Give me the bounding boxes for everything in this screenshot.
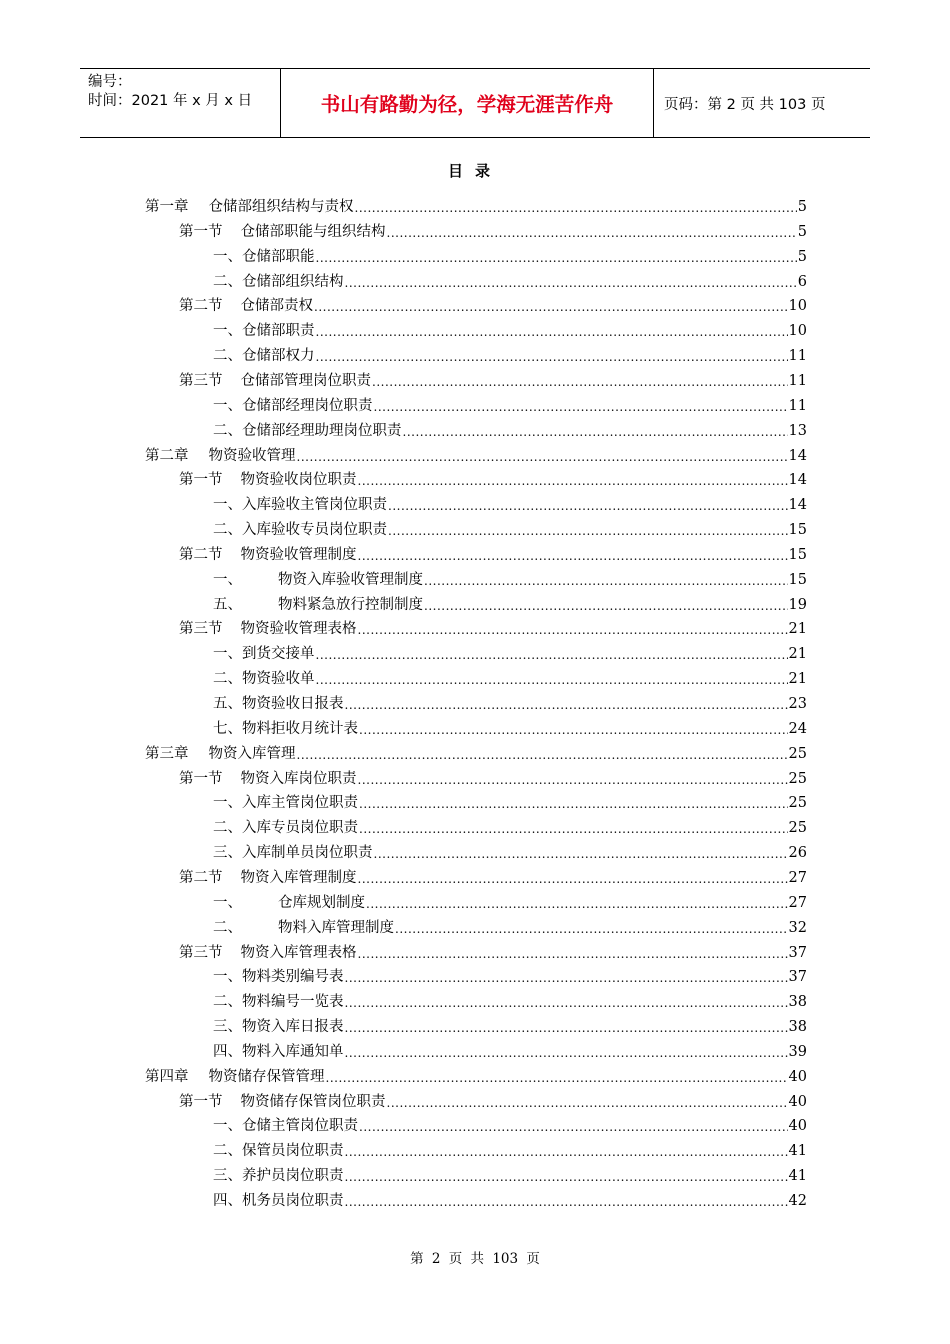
toc-dot-leader [359,1118,788,1136]
toc-entry-number: 一、 [213,397,242,414]
toc-entry-label [179,545,357,565]
toc-entry-page: 13 [788,422,807,439]
toc-entry-page: 42 [788,1193,807,1209]
toc-dot-leader [372,373,788,391]
toc-entry-title: 仓储部责权 [240,298,313,315]
toc-entry[interactable] [213,419,807,441]
toc-entry-label [179,943,357,963]
toc-dot-leader [316,249,797,267]
toc-entry-number: 三、 [213,845,242,862]
toc-entry-page: 10 [788,298,807,315]
toc-dot-leader [345,1143,788,1161]
toc-entry-label [213,793,358,813]
toc-entry-page: 25 [788,770,807,787]
toc-entry[interactable] [213,965,807,987]
toc-entry-number: 第二章 [145,447,189,464]
toc-entry[interactable] [179,767,807,789]
toc-entry-page: 25 [788,820,807,837]
toc-entry-number: 一、 [213,795,242,812]
toc-entry-title: 物料入库通知单 [242,1043,344,1060]
toc-entry-label [145,197,354,217]
toc-entry-page: 40 [788,1118,807,1135]
toc-entry-title: 入库制单员岗位职责 [242,845,373,862]
toc-entry-title: 物资储存保管岗位职责 [240,1093,386,1110]
toc-entry[interactable] [213,493,807,515]
toc-entry-label [213,520,387,540]
toc-entry-page: 40 [788,1093,807,1110]
toc-entry-title: 物料入库管理制度 [278,919,394,936]
toc-entry-label [213,1166,344,1186]
toc-dot-leader [345,1168,788,1186]
toc-entry-label [213,570,423,590]
toc-entry-label [213,495,387,515]
toc-entry-number: 第三节 [179,944,223,961]
toc-entry[interactable] [213,717,807,739]
header-meta [80,69,281,137]
toc-entry-page: 41 [788,1143,807,1160]
toc-entry-number: 第三章 [145,745,189,762]
toc-entry-number: 一、 [213,497,242,514]
toc-dot-leader [358,547,788,565]
toc-entry-page: 41 [788,1168,807,1185]
toc-entry-page: 19 [788,596,807,613]
toc-entry-title: 仓储部职能 [242,248,315,265]
toc-entry-title: 物资储存保管管理 [208,1068,325,1085]
toc-dot-leader [345,1044,788,1062]
toc-dot-leader [359,721,788,739]
toc-entry-number: 五、 [213,696,242,712]
toc-dot-leader [316,323,788,341]
toc-entry-number: 二、 [213,671,242,688]
toc-dot-leader [316,348,788,366]
toc-dot-leader [358,621,788,639]
toc-entry-number: 一、 [213,248,242,265]
page-header [80,68,870,138]
toc-entry[interactable] [179,617,807,639]
toc-entry-title: 到货交接单 [242,646,315,663]
toc-entry[interactable] [213,270,807,292]
toc-entry-number: 第一节 [179,223,223,240]
toc-entry-number: 二、 [213,273,242,290]
toc-dot-leader [395,920,788,938]
toc-entry-number: 第三节 [179,372,223,389]
toc-entry-number: 五、 [213,596,242,613]
toc-entry-title: 物料类别编号表 [242,969,344,986]
toc-entry-page: 15 [788,546,807,563]
toc-dot-leader [424,597,788,615]
toc-entry-title: 入库验收专员岗位职责 [242,522,387,539]
toc-entry-label [213,967,344,987]
toc-entry-page: 15 [788,571,807,588]
toc-entry-label [213,421,402,441]
toc-entry-label [213,1141,344,1161]
toc-entry-page: 5 [797,248,807,265]
toc-entry[interactable] [213,344,807,366]
toc-entry-page: 11 [788,348,807,365]
toc-entry[interactable] [213,791,807,813]
toc-dot-leader [297,448,788,466]
toc-entry-label [179,470,357,490]
toc-entry[interactable] [213,1139,807,1161]
toc-entry[interactable] [213,245,807,267]
toc-entry[interactable] [213,593,807,615]
toc-entry-number: 二、 [213,422,242,439]
toc-entry-page: 5 [797,199,807,215]
toc-entry-title: 仓库规划制度 [278,894,365,911]
toc-dot-leader [387,1094,788,1112]
toc-entry[interactable] [213,1015,807,1037]
toc-entry[interactable] [213,319,807,341]
toc-entry-page: 24 [788,720,807,737]
toc-dot-leader [424,572,788,590]
toc-entry-number: 二、 [213,994,242,1011]
toc-entry-number: 三、 [213,1168,242,1185]
toc-entry-label [213,247,315,267]
toc-entry-title: 仓储主管岗位职责 [242,1118,358,1135]
toc-entry-number: 四、 [213,1043,242,1060]
toc-entry-label [179,619,357,639]
toc-dot-leader [345,969,788,987]
toc-entry-page: 25 [788,795,807,812]
toc-entry-title: 入库验收主管岗位职责 [242,497,387,514]
toc-entry[interactable] [213,568,807,590]
toc-entry[interactable] [213,1164,807,1186]
toc-entry-title: 物资验收岗位职责 [240,472,357,489]
toc-entry[interactable] [179,543,807,565]
toc-entry-number: 第一节 [179,770,223,787]
toc-entry-title: 养护员岗位职责 [242,1168,344,1185]
toc-dot-leader [359,820,788,838]
toc-entry-title: 仓储部权力 [242,348,315,365]
toc-dot-leader [374,398,788,416]
toc-entry[interactable] [145,742,807,764]
toc-entry-page: 38 [788,994,807,1011]
toc-entry[interactable] [213,1189,807,1211]
toc-entry-page: 37 [788,944,807,961]
toc-entry-number: 第三节 [179,621,223,638]
toc-entry-title: 物资验收管理 [208,447,296,464]
toc-entry-label [213,595,423,615]
toc-entry-label [213,396,373,416]
toc-dot-leader [345,994,788,1012]
toc-entry-number: 一、 [213,969,242,986]
toc-entry-title: 物资入库管理 [208,745,296,762]
toc-dot-leader [358,870,788,888]
toc-entry-label [213,843,373,863]
toc-entry[interactable] [179,294,807,316]
toc-entry-page: 14 [788,497,807,514]
toc-entry[interactable] [179,369,807,391]
toc-entry-number: 七、 [213,720,242,737]
toc-entry-number: 一、 [213,1118,242,1135]
toc-entry-label [145,744,296,764]
toc-entry-number: 第二节 [179,869,223,886]
toc-entry-label [213,918,394,938]
toc-entry-title: 物资入库管理制度 [240,869,357,886]
toc-entry[interactable] [213,642,807,664]
toc-entry[interactable] [213,916,807,938]
doc-number-label: 编号： [88,74,132,90]
toc-entry[interactable] [213,841,807,863]
toc-entry[interactable] [213,1040,807,1062]
toc-entry-page: 23 [788,696,807,712]
toc-entry-title: 物资验收单 [242,671,315,688]
toc-entry-page: 14 [788,447,807,464]
toc-title: 目录 [447,162,502,180]
toc-entry-number: 一、 [213,646,242,663]
toc-entry-label [213,272,344,292]
toc-entry[interactable] [213,816,807,838]
toc-entry-label [179,769,357,789]
toc-entry-page: 14 [788,472,807,489]
toc-entry-number: 四、 [213,1193,242,1209]
toc-entry-label [213,1042,344,1062]
toc-entry-label [213,346,315,366]
toc-entry-title: 仓储部职责 [242,323,315,340]
toc-entry-label [179,296,313,316]
toc-entry-title: 物资验收管理表格 [240,621,357,638]
toc-entry-page: 10 [788,323,807,340]
toc-entry-number: 第一节 [179,472,223,489]
toc-entry-number: 二、 [213,348,242,365]
toc-entry-label [213,644,315,664]
toc-entry-title: 机务员岗位职责 [242,1193,344,1209]
toc-entry-number: 第一节 [179,1093,223,1110]
toc-entry-number: 二、 [213,919,242,936]
toc-entry[interactable] [179,866,807,888]
toc-entry-number: 二、 [213,522,242,539]
toc-entry-label [213,321,315,341]
toc-entry-page: 11 [788,397,807,414]
toc-dot-leader [345,1193,788,1211]
toc-entry-title: 物资入库验收管理制度 [278,571,423,588]
toc-entry-title: 仓储部经理助理岗位职责 [242,422,402,439]
toc-entry[interactable] [145,1065,807,1087]
toc-dot-leader [388,497,788,515]
toc-entry-title: 入库专员岗位职责 [242,820,358,837]
header-motto: 书山有路勤为径，学海无涯苦作舟 [281,69,654,137]
toc-entry-page: 5 [797,223,807,240]
toc-entry-page: 39 [788,1043,807,1060]
toc-dot-leader [388,522,788,540]
header-page-info: 页码：第 2 页 共 103 页 [664,96,826,113]
toc-entry[interactable] [213,1114,807,1136]
toc-entry-number: 二、 [213,1143,242,1160]
toc-dot-leader [358,472,788,490]
toc-entry-title: 物料紧急放行控制制度 [278,596,423,613]
toc-entry[interactable] [179,941,807,963]
toc-entry-label [213,1116,358,1136]
toc-entry-page: 38 [788,1019,807,1036]
toc-entry[interactable] [145,444,807,466]
toc-entry-title: 物料编号一览表 [242,994,344,1011]
toc-entry-page: 21 [788,671,807,688]
toc-entry[interactable] [213,990,807,1012]
toc-dot-leader [366,895,788,913]
toc-dot-leader [316,671,788,689]
toc-dot-leader [297,746,788,764]
toc-entry-page: 6 [797,273,807,290]
toc-dot-leader [355,199,797,217]
toc-entry-page: 21 [788,646,807,663]
toc-entry-title: 保管员岗位职责 [242,1143,344,1160]
doc-time-label: 时间：2021 年 x 月 x 日 [88,93,253,109]
toc-entry-label [213,719,358,739]
toc-entry-title: 物料拒收月统计表 [242,720,358,737]
toc-entry-title: 仓储部组织结构与责权 [208,199,354,215]
toc-entry-title: 物资入库管理表格 [240,944,357,961]
toc-entry-title: 仓储部组织结构 [242,273,344,290]
toc-entry-title: 入库主管岗位职责 [242,795,358,812]
toc-entry-page: 37 [788,969,807,986]
toc-entry[interactable] [213,692,807,714]
toc-entry-page: 27 [788,894,807,911]
toc-dot-leader [374,845,788,863]
toc-dot-leader [403,423,788,441]
toc-entry-number: 第四章 [145,1068,189,1085]
toc-dot-leader [345,696,788,714]
toc-dot-leader [345,274,797,292]
page-footer: 第 2 页 共 103 页 [410,1251,540,1267]
toc-entry-page: 21 [788,621,807,638]
toc-entry-label [213,992,344,1012]
toc-entry-label [213,669,315,689]
toc-entry-number: 第一章 [145,199,189,215]
toc-entry-label [179,868,357,888]
toc-dot-leader [345,1019,788,1037]
toc-entry-page: 27 [788,869,807,886]
toc-entry[interactable] [213,891,807,913]
toc-entry[interactable] [213,518,807,540]
toc-entry-page: 11 [788,372,807,389]
toc-entry[interactable] [179,468,807,490]
toc-entry-number: 第二节 [179,298,223,315]
toc-dot-leader [359,795,788,813]
toc-entry-title: 仓储部管理岗位职责 [240,372,371,389]
toc-entry-number: 三、 [213,1019,242,1036]
toc-entry[interactable] [145,195,807,217]
toc-entry-number: 二、 [213,820,242,837]
toc-entry[interactable] [213,394,807,416]
toc-entry-title: 物资验收日报表 [242,696,344,712]
toc-entry-page: 26 [788,845,807,862]
toc-entry-page: 40 [788,1068,807,1085]
toc-entry-title: 物资入库岗位职责 [240,770,357,787]
toc-entry-label [213,893,365,913]
toc-entry-page: 32 [788,919,807,936]
toc-entry-number: 一、 [213,323,242,340]
toc-dot-leader [358,771,788,789]
toc-entry-label [179,222,386,242]
toc-entry-label [213,694,344,714]
toc-entry[interactable] [213,667,807,689]
toc-entry-title: 仓储部经理岗位职责 [242,397,373,414]
toc-entry[interactable] [179,1090,807,1112]
toc-entry-number: 一、 [213,571,242,588]
toc-entry-number: 一、 [213,894,242,911]
toc-entry-label [213,1017,344,1037]
toc-dot-leader [326,1069,788,1087]
toc-entry-page: 15 [788,522,807,539]
toc-entry-title: 物资入库日报表 [242,1019,344,1036]
toc-entry-label [145,446,296,466]
toc-dot-leader [358,945,788,963]
toc-entry-title: 物资验收管理制度 [240,546,357,563]
toc-entry-label [179,371,371,391]
toc-entry-title: 仓储部职能与组织结构 [240,223,386,240]
toc-entry-page: 25 [788,745,807,762]
toc-entry-label [213,818,358,838]
toc-dot-leader [314,298,788,316]
toc-entry-label [213,1191,344,1211]
toc-entry-number: 第二节 [179,546,223,563]
toc-dot-leader [316,646,788,664]
toc-entry[interactable] [179,220,807,242]
toc-entry-label [179,1092,386,1112]
toc-dot-leader [387,224,797,242]
toc-entry-label [145,1067,325,1087]
